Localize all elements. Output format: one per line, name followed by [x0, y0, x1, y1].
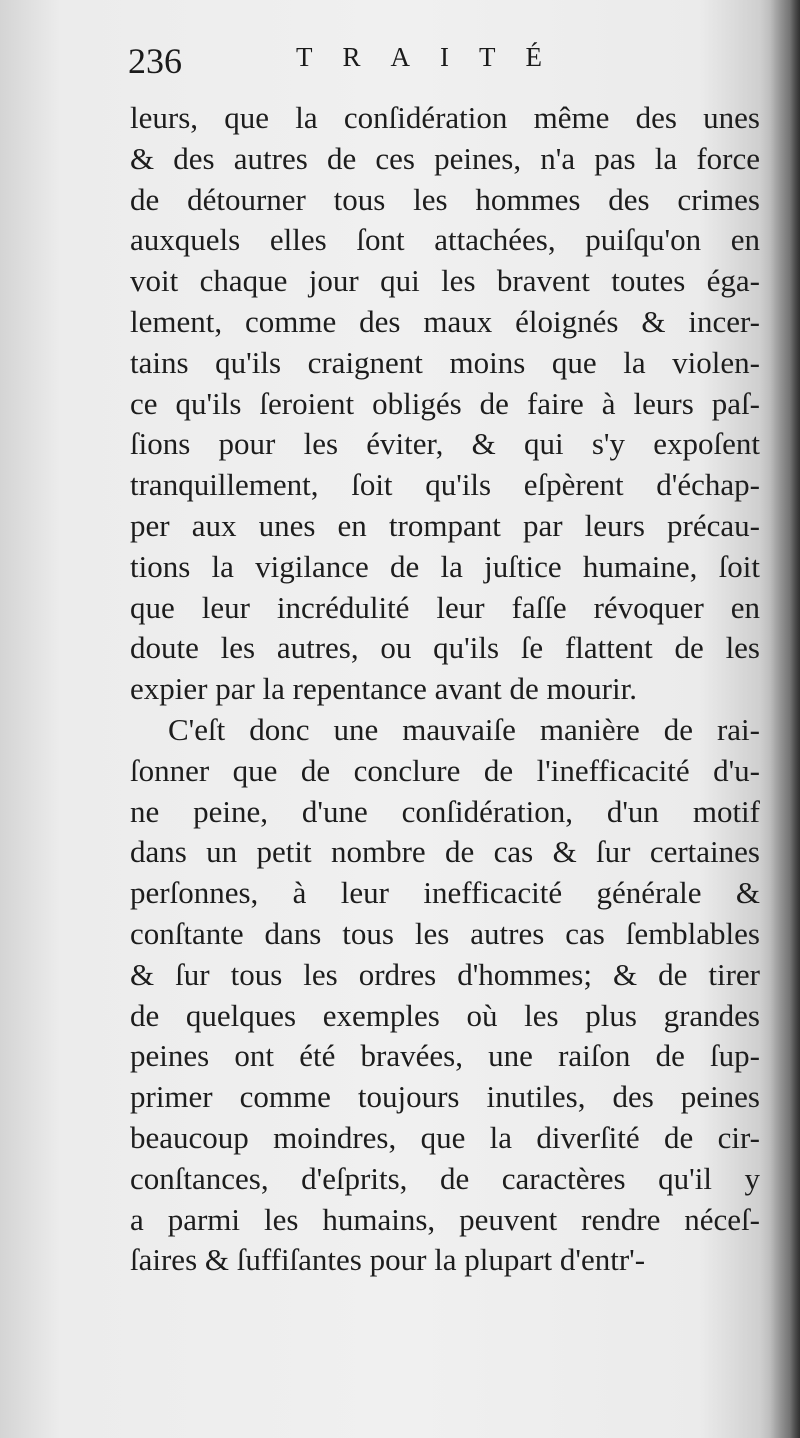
paragraph-1 — [130, 98, 760, 710]
text-line: ſions pour les éviter, & qui s'y expoſent — [130, 426, 760, 462]
text-line: ce qu'ils ſeroient obligés de faire à leurs paſ- — [130, 385, 760, 421]
text-line: per aux unes en trompant par leurs précau- — [130, 507, 760, 543]
text-line: de détourner tous les hommes des crimes — [130, 181, 760, 217]
text-line: que leur incrédulité leur faſſe révoquer en — [130, 589, 760, 625]
text-line: de quelques exemples où les plus grandes — [130, 997, 760, 1033]
page-header — [128, 40, 728, 84]
text-line: & ſur tous les ordres d'hommes; & de tirer — [130, 956, 760, 992]
body-text — [130, 98, 760, 1281]
text-line: ſaires & ſuffiſantes pour la plupart d'entr'- — [130, 1242, 646, 1278]
text-line: a parmi les humains, peuvent rendre néceſ- — [130, 1201, 760, 1237]
text-line: perſonnes, à leur inefficacité générale & — [130, 875, 760, 911]
text-line: leurs, que la conſidération même des unes — [130, 100, 760, 135]
text-line: expier par la repentance avant de mourir. — [130, 671, 637, 707]
text-line: & des autres de ces peines, n'a pas la force — [130, 140, 760, 176]
text-line: dans un petit nombre de cas & ſur certaines — [130, 834, 760, 870]
page-edge-shadow — [770, 0, 800, 1438]
text-line: ſonner que de conclure de l'inefficacité d'u- — [130, 752, 760, 788]
text-line: tains qu'ils craignent moins que la violen- — [130, 344, 760, 380]
text-line: beaucoup moindres, que la diverſité de cir- — [130, 1119, 760, 1155]
text-line: doute les autres, ou qu'ils ſe flattent de les — [130, 630, 760, 666]
text-line: C'eſt donc une mauvaiſe manière de rai- — [168, 711, 760, 747]
text-line: tions la vigilance de la juſtice humaine, ſoit — [130, 548, 760, 584]
text-line: peines ont été bravées, une raiſon de ſup- — [130, 1038, 760, 1074]
running-title: TRAITÉ — [296, 42, 572, 72]
text-line: ne peine, d'une conſidération, d'un motif — [130, 793, 760, 829]
text-line: conſtances, d'eſprits, de caractères qu'il y — [130, 1160, 760, 1196]
text-line: voit chaque jour qui les bravent toutes éga- — [130, 263, 760, 299]
text-line: auxquels elles ſont attachées, puiſqu'on en — [130, 222, 760, 258]
text-line: primer comme toujours inutiles, des peines — [130, 1079, 760, 1115]
text-line: lement, comme des maux éloignés & incer- — [130, 303, 760, 339]
paragraph-2 — [130, 710, 760, 1281]
text-line: tranquillement, ſoit qu'ils eſpèrent d'échap- — [130, 467, 760, 503]
page-number: 236 — [128, 41, 182, 81]
text-line: conſtante dans tous les autres cas ſemblables — [130, 915, 760, 951]
